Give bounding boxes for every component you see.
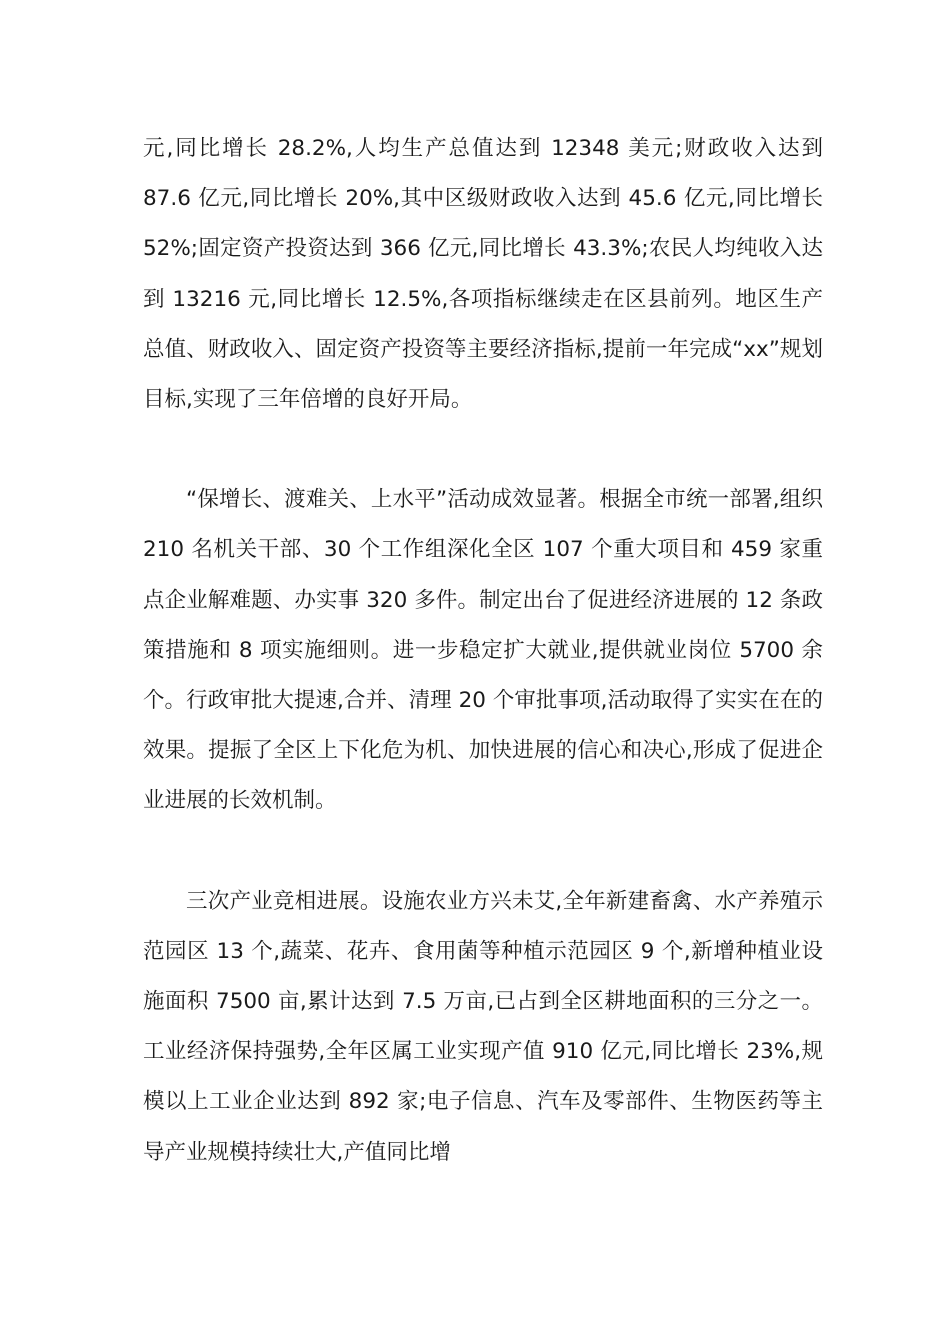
paragraph-economic-indicators: 元,同比增长 28.2%,人均生产总值达到 12348 美元;财政收入达到 87.6 亿元,同比增长 20%,其中区级财政收入达到 45.6 亿元,同比增长 52%;固定资产投资达到 366 亿元,同比增长 43.3%;农民人均纯收入达到 13216 元,同比增长 12.5%,各项指标继续走在区县前列。地区生产总值、财政收入、固定资产投资等主要经济指标,提前一年完成“xx”规划目标,实现了三年倍增的良好开局。 <box>143 136 823 413</box>
document-page <box>143 124 823 1178</box>
paragraph-industry-development: 三次产业竞相进展。设施农业方兴未艾,全年新建畜禽、水产养殖示范园区 13 个,蔬菜、花卉、食用菌等种植示范园区 9 个,新增种植业设施面积 7500 亩,累计达到 7.5 万亩,已占到全区耕地面积的三分之一。工业经济保持强势,全年区属工业实现产值 910 亿元,同比增长 23%,规模以上工业企业达到 892 家;电子信息、汽车及零部件、生物医药等主导产业规模持续壮大,产值同比增 <box>143 888 823 1165</box>
paragraph-campaign-results: “保增长、渡难关、上水平”活动成效显著。根据全市统一部署,组织 210 名机关干部、30 个工作组深化全区 107 个重大项目和 459 家重点企业解难题、办实事 320 多件。制定出台了促进经济进展的 12 条政策措施和 8 项实施细则。进一步稳定扩大就业,提供就业岗位 5700 余个。行政审批大提速,合并、清理 20 个审批事项,活动取得了实实在在的效果。提振了全区上下化危为机、加快进展的信心和决心,形成了促进企业进展的长效机制。 <box>143 487 823 814</box>
